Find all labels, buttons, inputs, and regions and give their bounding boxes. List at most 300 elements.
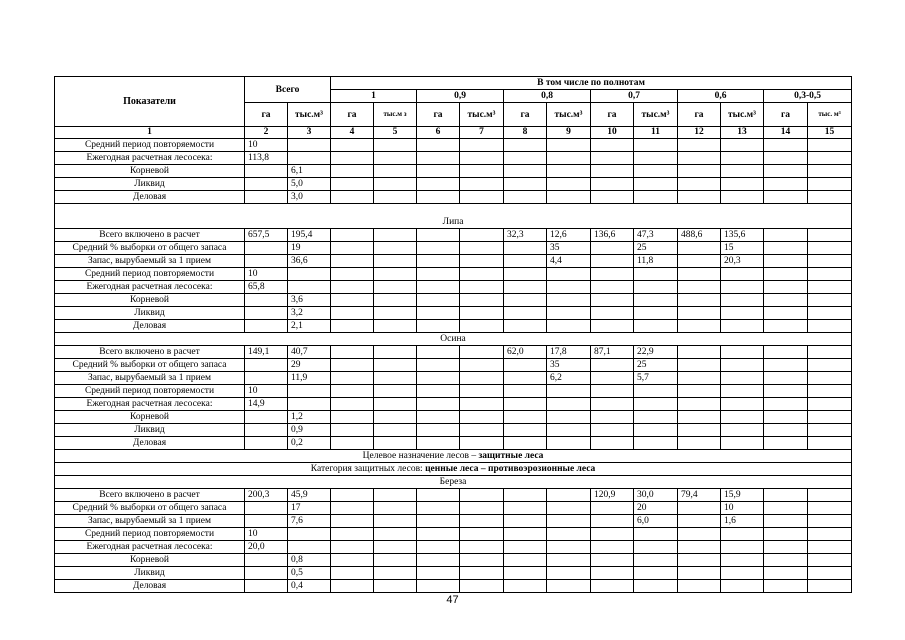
table-cell [417, 372, 460, 385]
table-cell [245, 320, 288, 333]
table-cell [678, 281, 721, 294]
table-cell [678, 502, 721, 515]
unit-header: га [764, 103, 808, 127]
table-cell [808, 229, 852, 242]
table-cell [591, 281, 634, 294]
table-cell [808, 346, 852, 359]
table-cell [245, 178, 288, 191]
table-cell [634, 191, 678, 204]
table-cell [460, 229, 504, 242]
table-cell [374, 178, 417, 191]
row-label: Средний период повторяемости [55, 385, 245, 398]
table-cell [374, 567, 417, 580]
table-row [55, 437, 852, 450]
section-row [55, 450, 852, 463]
table-cell [591, 320, 634, 333]
table-cell [764, 242, 808, 255]
table-cell [678, 152, 721, 165]
table-cell [504, 359, 547, 372]
table-cell [678, 385, 721, 398]
column-numbers-row [55, 127, 852, 139]
table-cell [374, 580, 417, 593]
table-cell [678, 541, 721, 554]
table-cell [678, 359, 721, 372]
table-cell [245, 580, 288, 593]
unit-header: тыс.м з [374, 103, 417, 127]
table-cell [591, 191, 634, 204]
table-cell: 4,4 [547, 255, 591, 268]
unit-header: тыс.м³ [721, 103, 764, 127]
row-label: Средний период повторяемости [55, 528, 245, 541]
row-label: Запас, вырубаемый за 1 прием [55, 255, 245, 268]
table-cell: 87,1 [591, 346, 634, 359]
table-cell: 62,0 [504, 346, 547, 359]
table-row [55, 580, 852, 593]
table-cell [331, 541, 374, 554]
table-cell [634, 398, 678, 411]
table-cell: 12,6 [547, 229, 591, 242]
column-number: 10 [591, 127, 634, 139]
table-cell [721, 294, 764, 307]
table-cell [634, 320, 678, 333]
table-cell [417, 489, 460, 502]
table-cell [634, 567, 678, 580]
table-cell [331, 398, 374, 411]
table-row [55, 294, 852, 307]
table-cell [764, 255, 808, 268]
row-label: Ликвид [55, 178, 245, 191]
table-cell [374, 281, 417, 294]
table-cell: 17 [288, 502, 331, 515]
table-cell [417, 385, 460, 398]
table-body [55, 139, 852, 593]
purpose-line-prefix: Целевое назначение лесов – [362, 451, 479, 461]
table-cell [245, 502, 288, 515]
table-cell: 35 [547, 242, 591, 255]
table-cell: 15 [721, 242, 764, 255]
table-cell [331, 489, 374, 502]
table-cell [504, 281, 547, 294]
table-cell [808, 268, 852, 281]
table-cell [678, 567, 721, 580]
table-cell [808, 489, 852, 502]
table-cell [245, 294, 288, 307]
table-cell [288, 152, 331, 165]
table-cell: 40,7 [288, 346, 331, 359]
table-cell [591, 398, 634, 411]
table-cell [374, 437, 417, 450]
table-cell [678, 294, 721, 307]
table-cell: 136,6 [591, 229, 634, 242]
table-cell [591, 502, 634, 515]
unit-header: га [417, 103, 460, 127]
table-cell [331, 411, 374, 424]
table-cell [678, 424, 721, 437]
table-cell [678, 437, 721, 450]
table-cell [808, 580, 852, 593]
table-cell: 65,8 [245, 281, 288, 294]
table-cell [591, 372, 634, 385]
table-cell [460, 424, 504, 437]
table-cell [547, 268, 591, 281]
table-cell [504, 307, 547, 320]
table-cell [374, 320, 417, 333]
table-cell [678, 165, 721, 178]
table-cell [678, 178, 721, 191]
table-cell [678, 554, 721, 567]
table-row [55, 255, 852, 268]
table-cell [460, 346, 504, 359]
table-cell [504, 411, 547, 424]
table-cell [591, 580, 634, 593]
table-row [55, 165, 852, 178]
table-cell: 657,5 [245, 229, 288, 242]
table-cell [547, 437, 591, 450]
table-cell [721, 268, 764, 281]
table-cell: 20,3 [721, 255, 764, 268]
table-cell [288, 268, 331, 281]
table-cell [504, 554, 547, 567]
column-number: 13 [721, 127, 764, 139]
table-cell [331, 437, 374, 450]
column-number: 2 [245, 127, 288, 139]
table-cell [678, 528, 721, 541]
table-cell [331, 424, 374, 437]
density-header: 0,7 [591, 90, 678, 103]
table-cell [331, 528, 374, 541]
table-row [55, 424, 852, 437]
table-cell [504, 424, 547, 437]
table-cell: 79,4 [678, 489, 721, 502]
table-cell [764, 307, 808, 320]
table-cell [808, 411, 852, 424]
table-cell [721, 346, 764, 359]
table-cell [764, 320, 808, 333]
table-cell [460, 541, 504, 554]
category-line-prefix: Категория защитных лесов: [310, 464, 426, 474]
table-cell [547, 515, 591, 528]
row-label: Ликвид [55, 307, 245, 320]
table-cell [678, 191, 721, 204]
table-cell [808, 281, 852, 294]
table-cell [504, 580, 547, 593]
table-cell [808, 191, 852, 204]
table-cell: 30,0 [634, 489, 678, 502]
table-cell [460, 398, 504, 411]
section-row [55, 476, 852, 489]
table-cell [591, 242, 634, 255]
table-cell [634, 281, 678, 294]
table-cell [374, 307, 417, 320]
table-cell [417, 242, 460, 255]
table-cell [547, 489, 591, 502]
table-cell [764, 139, 808, 152]
row-label: Запас, вырубаемый за 1 прием [55, 515, 245, 528]
table-row [55, 489, 852, 502]
table-cell: 32,3 [504, 229, 547, 242]
row-label: Средний % выборки от общего запаса [55, 242, 245, 255]
table-cell [678, 139, 721, 152]
indicators-header: Показатели [55, 77, 245, 127]
table-cell [245, 437, 288, 450]
table-cell [547, 528, 591, 541]
table-cell [460, 191, 504, 204]
table-cell: 14,9 [245, 398, 288, 411]
row-label: Ежегодная расчетная лесосека: [55, 152, 245, 165]
table-cell [460, 372, 504, 385]
table-cell [678, 268, 721, 281]
table-row [55, 191, 852, 204]
table-cell [245, 515, 288, 528]
section-row [55, 463, 852, 476]
row-label: Всего включено в расчет [55, 489, 245, 502]
table-cell [504, 152, 547, 165]
table-cell [460, 139, 504, 152]
table-cell [547, 139, 591, 152]
table-cell [808, 541, 852, 554]
table-cell [460, 307, 504, 320]
table-cell [591, 554, 634, 567]
column-number: 3 [288, 127, 331, 139]
table-cell [634, 178, 678, 191]
table-cell [721, 541, 764, 554]
table-cell [764, 191, 808, 204]
table-cell [331, 165, 374, 178]
table-cell [591, 424, 634, 437]
table-cell [374, 152, 417, 165]
table-cell [374, 489, 417, 502]
table-cell [547, 424, 591, 437]
table-cell [808, 320, 852, 333]
table-cell [547, 541, 591, 554]
table-cell [374, 359, 417, 372]
table-cell [417, 554, 460, 567]
density-header: 0,3-0,5 [764, 90, 852, 103]
table-cell [374, 165, 417, 178]
table-cell [331, 268, 374, 281]
column-number: 7 [460, 127, 504, 139]
table-cell [808, 567, 852, 580]
table-cell [374, 502, 417, 515]
table-cell: 3,6 [288, 294, 331, 307]
category-line [55, 463, 852, 476]
table-cell [504, 178, 547, 191]
table-cell [374, 528, 417, 541]
column-number: 15 [808, 127, 852, 139]
table-cell [245, 359, 288, 372]
table-cell [245, 424, 288, 437]
table-cell [374, 411, 417, 424]
table-cell [547, 398, 591, 411]
table-cell [460, 580, 504, 593]
table-row [55, 502, 852, 515]
table-cell [245, 411, 288, 424]
density-header: 1 [331, 90, 417, 103]
table-cell [331, 502, 374, 515]
table-cell: 11,9 [288, 372, 331, 385]
table-cell: 36,6 [288, 255, 331, 268]
table-cell [634, 528, 678, 541]
table-cell: 45,9 [288, 489, 331, 502]
table-cell [417, 541, 460, 554]
table-cell [591, 437, 634, 450]
table-cell: 113,8 [245, 152, 288, 165]
table-cell: 5,7 [634, 372, 678, 385]
table-cell [417, 437, 460, 450]
table-row [55, 411, 852, 424]
table-cell [808, 294, 852, 307]
table-cell [678, 346, 721, 359]
table-cell [460, 178, 504, 191]
table-cell [808, 152, 852, 165]
table-cell [591, 268, 634, 281]
table-cell [374, 242, 417, 255]
table-row [55, 178, 852, 191]
unit-header: га [331, 103, 374, 127]
table-cell [245, 307, 288, 320]
table-cell [721, 152, 764, 165]
table-row [55, 359, 852, 372]
table-cell [721, 424, 764, 437]
table-cell [460, 489, 504, 502]
table-cell [331, 372, 374, 385]
forest-cutting-table [54, 76, 852, 593]
table-cell: 10 [245, 268, 288, 281]
table-cell: 11,8 [634, 255, 678, 268]
table-cell [331, 567, 374, 580]
table-cell [374, 191, 417, 204]
table-cell [460, 294, 504, 307]
table-cell [634, 541, 678, 554]
table-cell [504, 502, 547, 515]
by-density-header: В том числе по полнотам [331, 77, 852, 90]
table-cell [460, 281, 504, 294]
table-cell [634, 411, 678, 424]
table-cell [764, 489, 808, 502]
table-cell [808, 528, 852, 541]
row-label: Запас, вырубаемый за 1 прием [55, 372, 245, 385]
table-cell [460, 359, 504, 372]
table-cell: 1,2 [288, 411, 331, 424]
total-header: Всего [245, 77, 331, 103]
table-cell [417, 294, 460, 307]
row-label: Деловая [55, 437, 245, 450]
unit-header: тыс.м³ [460, 103, 504, 127]
purpose-line [55, 450, 852, 463]
table-cell [678, 242, 721, 255]
table-cell [808, 385, 852, 398]
table-cell [591, 541, 634, 554]
table-row [55, 307, 852, 320]
table-cell [331, 385, 374, 398]
table-cell: 10 [245, 139, 288, 152]
table-cell: 1,6 [721, 515, 764, 528]
table-cell [547, 502, 591, 515]
table-cell [460, 554, 504, 567]
table-cell [417, 307, 460, 320]
table-cell [331, 515, 374, 528]
table-row [55, 398, 852, 411]
table-row [55, 229, 852, 242]
table-cell [417, 411, 460, 424]
table-cell [721, 385, 764, 398]
column-number: 12 [678, 127, 721, 139]
table-cell [591, 385, 634, 398]
table-cell [678, 398, 721, 411]
section-title: Липа [55, 204, 852, 229]
table-cell [331, 255, 374, 268]
table-cell [374, 398, 417, 411]
table-cell [417, 359, 460, 372]
table-cell [504, 437, 547, 450]
table-row [55, 541, 852, 554]
table-cell [764, 385, 808, 398]
column-number: 1 [55, 127, 245, 139]
density-header: 0,9 [417, 90, 504, 103]
table-cell [374, 424, 417, 437]
table-cell [547, 178, 591, 191]
table-cell [417, 281, 460, 294]
table-cell [417, 320, 460, 333]
row-label: Всего включено в расчет [55, 229, 245, 242]
table-cell [331, 580, 374, 593]
table-cell: 3,0 [288, 191, 331, 204]
table-cell [591, 359, 634, 372]
table-cell [374, 372, 417, 385]
row-label: Корневой [55, 165, 245, 178]
table-cell [721, 580, 764, 593]
table-cell [331, 281, 374, 294]
table-cell [547, 567, 591, 580]
table-cell [417, 346, 460, 359]
table-cell [764, 178, 808, 191]
table-cell [417, 580, 460, 593]
unit-header: га [245, 103, 288, 127]
table-cell [288, 281, 331, 294]
table-cell [460, 515, 504, 528]
table-cell [764, 424, 808, 437]
table-cell: 25 [634, 359, 678, 372]
column-number: 9 [547, 127, 591, 139]
table-cell: 47,3 [634, 229, 678, 242]
table-cell [374, 554, 417, 567]
table-cell [808, 165, 852, 178]
table-cell [808, 178, 852, 191]
table-cell: 25 [634, 242, 678, 255]
table-cell: 6,1 [288, 165, 331, 178]
table-cell [504, 528, 547, 541]
table-cell: 35 [547, 359, 591, 372]
table-cell [591, 178, 634, 191]
table-cell [417, 178, 460, 191]
table-cell [678, 307, 721, 320]
table-row [55, 528, 852, 541]
table-cell: 5,0 [288, 178, 331, 191]
table-cell [764, 398, 808, 411]
table-row [55, 515, 852, 528]
table-cell [460, 385, 504, 398]
table-cell [634, 294, 678, 307]
table-cell [764, 152, 808, 165]
table-cell [547, 281, 591, 294]
table-cell [504, 541, 547, 554]
row-label: Средний % выборки от общего запаса [55, 359, 245, 372]
table-row [55, 346, 852, 359]
table-cell [808, 255, 852, 268]
column-number: 8 [504, 127, 547, 139]
table-cell [374, 346, 417, 359]
table-cell [417, 139, 460, 152]
